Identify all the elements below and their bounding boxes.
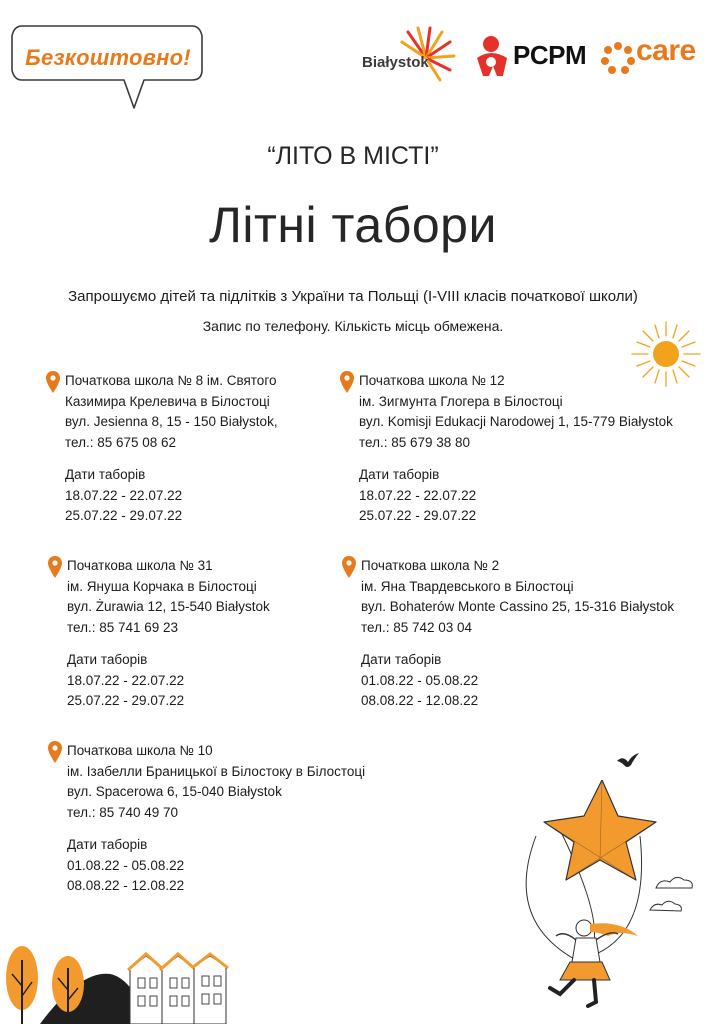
school-card bbox=[361, 556, 674, 712]
dates-label: Дати таборів bbox=[65, 467, 146, 482]
location-pin-icon bbox=[48, 741, 62, 763]
free-badge bbox=[6, 20, 206, 112]
school-name: Початкова школа № 8 ім. Святого bbox=[65, 373, 277, 388]
pcpm-figure-icon bbox=[473, 34, 513, 78]
page-subtitle: “ЛІТО В МІСТІ” bbox=[267, 142, 439, 170]
school-name: Початкова школа № 12 bbox=[359, 373, 505, 388]
care-logo bbox=[600, 34, 700, 78]
school-patron: ім. Януша Корчака в Білостоці bbox=[67, 578, 257, 594]
dates-label: Дати таборів bbox=[67, 837, 148, 852]
school-patron: ім. Ізабелли Браницької в Білостоку в Білостоці bbox=[67, 763, 366, 779]
dates-label: Дати таборів bbox=[359, 467, 440, 482]
school-phone: тел.: 85 679 38 80 bbox=[359, 434, 471, 450]
school-name: Початкова школа № 10 bbox=[67, 743, 213, 758]
camp-date: 01.08.22 - 05.08.22 bbox=[361, 672, 479, 688]
school-phone: тел.: 85 742 03 04 bbox=[361, 619, 473, 635]
bialystok-logo-text: Białystok bbox=[362, 54, 429, 71]
location-pin-icon bbox=[340, 371, 354, 393]
camp-date: 25.07.22 - 29.07.22 bbox=[65, 508, 183, 523]
school-name: Початкова школа № 31 bbox=[67, 558, 213, 573]
camp-date: 08.08.22 - 12.08.22 bbox=[361, 693, 479, 708]
pcpm-logo bbox=[473, 34, 587, 78]
location-pin-icon bbox=[48, 556, 62, 578]
school-patron: Казимира Крелевича в Білостоці bbox=[65, 393, 270, 409]
school-address: вул. Komisji Edukacji Narodowej 1, 15-779 Białystok bbox=[359, 414, 673, 429]
location-pin-icon bbox=[46, 371, 60, 393]
camp-date: 25.07.22 - 29.07.22 bbox=[67, 693, 185, 708]
school-phone: тел.: 85 675 08 62 bbox=[65, 434, 177, 450]
bird-icon bbox=[617, 753, 641, 771]
town-illustration bbox=[0, 930, 240, 1024]
sun-icon bbox=[628, 320, 704, 390]
star-kite-illustration bbox=[500, 780, 706, 1012]
dates-label: Дати таборів bbox=[361, 652, 442, 667]
school-card bbox=[359, 371, 673, 527]
pcpm-logo-text: PCPM bbox=[513, 40, 587, 70]
camp-date: 18.07.22 - 22.07.22 bbox=[359, 487, 477, 503]
school-address: вул. Spacerowa 6, 15-040 Białystok bbox=[67, 784, 282, 799]
school-card bbox=[67, 741, 365, 897]
school-phone: тел.: 85 741 69 23 bbox=[67, 619, 179, 635]
school-address: вул. Jesienna 8, 15 - 150 Białystok, bbox=[65, 414, 278, 429]
school-name: Початкова школа № 2 bbox=[361, 558, 500, 573]
camp-date: 25.07.22 - 29.07.22 bbox=[359, 508, 477, 523]
dates-label: Дати таборів bbox=[67, 652, 148, 667]
free-badge-text: Безкоштовно! bbox=[25, 45, 191, 70]
school-phone: тел.: 85 740 49 70 bbox=[67, 804, 179, 820]
school-address: вул. Żurawia 12, 15-540 Białystok bbox=[67, 599, 270, 614]
invite-text: Запрошуємо дітей та підлітків з України та Польщі (I-VIII класів початкової школи) bbox=[68, 288, 638, 305]
school-card bbox=[65, 371, 278, 527]
camp-date: 18.07.22 - 22.07.22 bbox=[67, 672, 185, 688]
camp-date: 08.08.22 - 12.08.22 bbox=[67, 878, 185, 893]
camp-date: 18.07.22 - 22.07.22 bbox=[65, 487, 183, 503]
school-patron: ім. Яна Твардевського в Білостоці bbox=[361, 578, 574, 594]
school-address: вул. Bohaterów Monte Cassino 25, 15-316 Białystok bbox=[361, 599, 675, 614]
page-title: Літні табори bbox=[209, 197, 497, 253]
camp-date: 01.08.22 - 05.08.22 bbox=[67, 857, 185, 873]
location-pin-icon bbox=[342, 556, 356, 578]
care-logo-text: care bbox=[636, 34, 696, 67]
bialystok-logo bbox=[358, 24, 458, 84]
care-circle-icon bbox=[600, 40, 636, 76]
school-patron: ім. Зигмунта Глогера в Білостоці bbox=[359, 393, 563, 409]
signup-text: Запис по телефону. Кількість місць обмежена. bbox=[202, 318, 504, 334]
school-card bbox=[67, 556, 270, 712]
